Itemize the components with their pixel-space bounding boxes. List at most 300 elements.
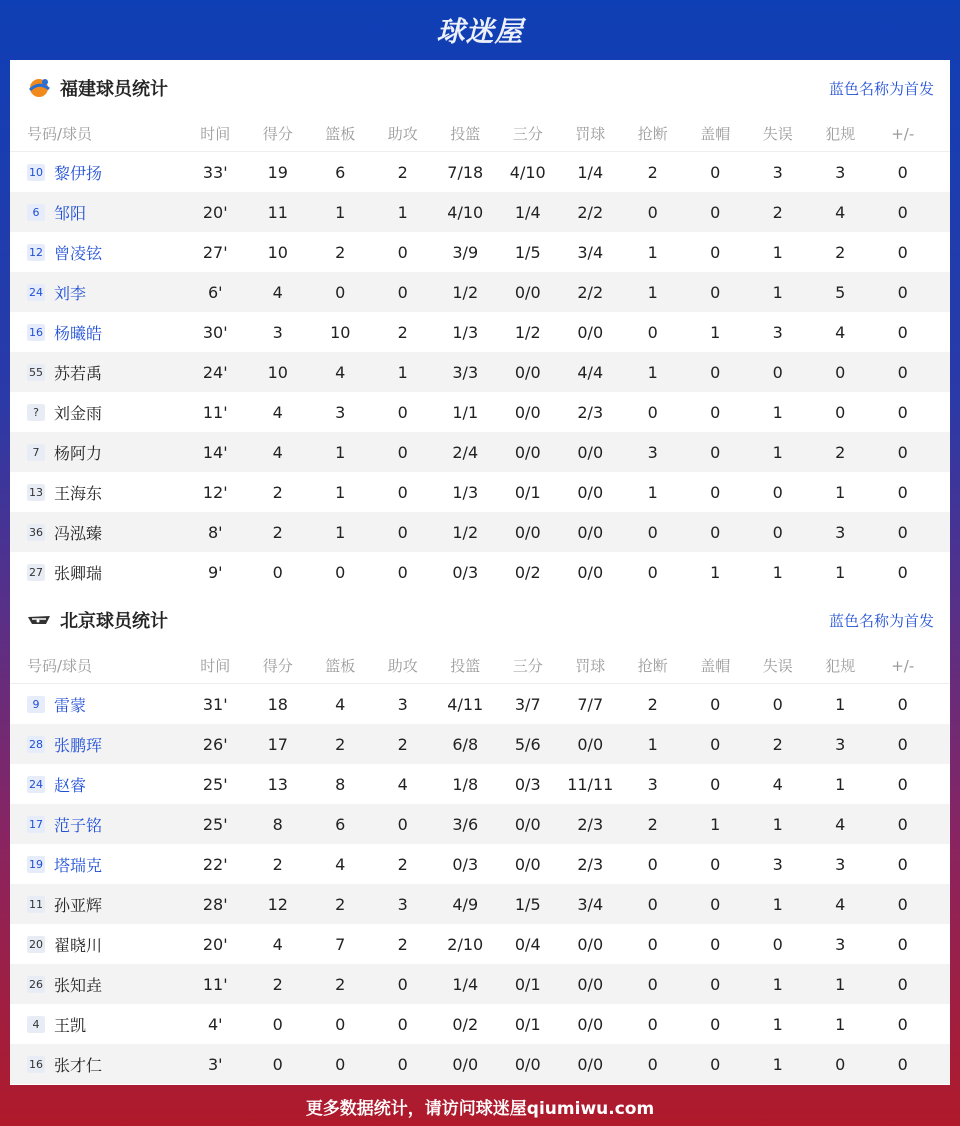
stat-cell: 0 (272, 562, 283, 582)
stat-cell: 22' (202, 854, 228, 874)
stat-cell: 1 (335, 482, 346, 502)
player-name[interactable]: 范子铭 (54, 815, 103, 835)
stat-cell: 1 (710, 814, 721, 834)
stat-cell: 0 (647, 974, 658, 994)
stat-cell: 7/18 (447, 162, 484, 182)
stat-cell: 3 (772, 854, 783, 874)
stat-cell: 0/0 (577, 322, 604, 342)
column-header: 得分 (262, 125, 293, 143)
stat-cell: 3/4 (577, 894, 604, 914)
team-section-fujian (10, 60, 950, 592)
jersey-number-badge: 6 (27, 204, 45, 221)
player-name: 张知垚 (54, 975, 103, 995)
stat-cell: 2 (272, 482, 283, 502)
stat-cell: 11/11 (567, 774, 614, 794)
stat-cell: 0 (897, 202, 908, 222)
stat-cell: 1/4 (514, 202, 541, 222)
stat-cell: 2/3 (577, 814, 604, 834)
player-cell (10, 853, 184, 876)
stat-cell: 2 (335, 242, 346, 262)
column-header: 号码/球员 (27, 657, 93, 675)
stat-cell: 1 (397, 362, 408, 382)
stat-cell: 0 (335, 1014, 346, 1034)
stat-cell: 0 (710, 402, 721, 422)
player-name[interactable]: 雷蒙 (54, 695, 87, 715)
starter-legend-note: 蓝色名称为首发 (828, 611, 934, 630)
stat-cell: 0 (710, 242, 721, 262)
stat-cell: 0 (397, 1014, 408, 1034)
stat-cell: 10 (267, 242, 288, 262)
jersey-number-badge: 4 (27, 1016, 45, 1033)
player-row[interactable] (10, 352, 950, 392)
stat-cell: 0 (647, 1054, 658, 1074)
jersey-number-badge: 26 (29, 977, 43, 991)
player-row[interactable] (10, 552, 950, 592)
stat-cell: 1 (335, 202, 346, 222)
player-name[interactable]: 黎伊扬 (54, 163, 103, 183)
column-header-row (10, 116, 950, 152)
stat-cell: 11' (202, 974, 228, 994)
player-name: 王凯 (54, 1015, 87, 1035)
stat-cell: 6 (335, 814, 346, 834)
stat-cell: 18 (267, 694, 288, 714)
brand-logo: 球迷屋 (436, 15, 524, 48)
stat-cell: 1 (335, 442, 346, 462)
stat-cell: 20' (202, 934, 228, 954)
player-row[interactable] (10, 272, 950, 312)
stat-cell: 0 (710, 522, 721, 542)
player-row[interactable] (10, 964, 950, 1004)
player-cell (10, 321, 184, 344)
jersey-number-badge: 27 (29, 565, 43, 579)
stat-cell: 11 (267, 202, 288, 222)
stat-cell: 9' (207, 562, 223, 582)
player-row[interactable] (10, 804, 950, 844)
stat-cell: 0 (710, 162, 721, 182)
stat-cell: 2 (647, 694, 658, 714)
column-header: 罚球 (575, 125, 606, 143)
stat-cell: 0 (397, 1054, 408, 1074)
stat-cell: 0/0 (577, 974, 604, 994)
column-header: 篮板 (325, 657, 356, 675)
stat-cell: 3 (835, 734, 846, 754)
stat-cell: 25' (202, 814, 228, 834)
column-header: 号码/球员 (27, 125, 93, 143)
stat-cell: 1 (647, 282, 658, 302)
player-name: 翟晓川 (54, 935, 103, 955)
stat-cell: 2 (397, 734, 408, 754)
stat-cell: 0 (647, 322, 658, 342)
stat-cell: 0/0 (577, 934, 604, 954)
stat-cell: 3 (647, 442, 658, 462)
stat-cell: 0 (897, 934, 908, 954)
column-header: 罚球 (575, 657, 606, 675)
player-name[interactable]: 塔瑞克 (54, 855, 103, 875)
stat-cell: 1 (772, 814, 783, 834)
stat-cell: 1 (647, 362, 658, 382)
stat-cell: 5 (835, 282, 846, 302)
stat-cell: 3 (835, 854, 846, 874)
stat-cell: 0 (897, 442, 908, 462)
stat-cell: 2/3 (577, 854, 604, 874)
stat-cell: 1 (710, 322, 721, 342)
stat-cell: 1 (772, 1014, 783, 1034)
stat-cell: 1/2 (452, 282, 479, 302)
stat-cell: 4/9 (452, 894, 479, 914)
stat-cell: 3' (207, 1054, 223, 1074)
stat-cell: 8 (272, 814, 283, 834)
column-header: 投篮 (450, 125, 481, 143)
player-name: 刘金雨 (54, 403, 103, 423)
stat-cell: 30' (202, 322, 228, 342)
player-name: 苏若禹 (54, 363, 103, 383)
player-cell (10, 161, 184, 184)
column-header: 盖帽 (700, 125, 731, 143)
stat-cell: 0 (710, 362, 721, 382)
stat-cell: 6/8 (452, 734, 479, 754)
stat-cell: 6' (207, 282, 223, 302)
stat-cell: 2 (335, 734, 346, 754)
stat-cell: 0 (835, 402, 846, 422)
stat-cell: 0 (710, 694, 721, 714)
stat-cell: 1/5 (514, 894, 541, 914)
stat-cell: 7/7 (577, 694, 604, 714)
stat-cell: 1 (772, 562, 783, 582)
stat-cell: 0 (897, 1014, 908, 1034)
player-row[interactable] (10, 724, 950, 764)
stat-cell: 3 (335, 402, 346, 422)
stat-cell: 0 (897, 482, 908, 502)
column-header: 失误 (762, 125, 793, 143)
stat-cell: 4 (397, 774, 408, 794)
player-row[interactable] (10, 432, 950, 472)
stat-cell: 0 (897, 974, 908, 994)
stat-cell: 12' (202, 482, 228, 502)
stat-cell: 2/10 (447, 934, 484, 954)
stat-cell: 1 (647, 242, 658, 262)
player-name[interactable]: 杨曦皓 (54, 323, 103, 343)
stat-cell: 4 (835, 322, 846, 342)
player-cell (10, 201, 184, 224)
player-row[interactable] (10, 192, 950, 232)
stat-cell: 3/6 (452, 814, 479, 834)
column-header: 犯规 (825, 125, 856, 143)
stat-cell: 4/10 (447, 202, 484, 222)
player-cell (10, 481, 184, 504)
stat-cell: 6 (335, 162, 346, 182)
stat-cell: 3 (835, 522, 846, 542)
stat-cell: 0/0 (514, 282, 541, 302)
jersey-number-badge: 9 (27, 696, 45, 713)
stat-cell: 33' (202, 162, 228, 182)
stat-cell: 0 (772, 482, 783, 502)
stat-cell: 1/5 (514, 242, 541, 262)
stat-cell: 0 (772, 934, 783, 954)
stat-cell: 3 (272, 322, 283, 342)
player-cell (10, 561, 184, 584)
stat-cell: 0 (897, 734, 908, 754)
stat-cell: 2 (835, 242, 846, 262)
stat-cell: 3 (397, 694, 408, 714)
column-header: 助攻 (387, 125, 418, 143)
stat-cell: 0/0 (577, 522, 604, 542)
stat-cell: 0/0 (514, 854, 541, 874)
stat-cell: 0 (897, 854, 908, 874)
player-row[interactable] (10, 764, 950, 804)
player-name: 张卿瑞 (54, 563, 103, 583)
stat-cell: 27' (202, 242, 228, 262)
column-header: +/- (891, 124, 915, 143)
player-name: 杨阿力 (54, 443, 103, 463)
stat-cell: 1 (772, 974, 783, 994)
stat-cell: 1/2 (452, 522, 479, 542)
stat-cell: 1/3 (452, 482, 479, 502)
stat-cell: 2 (272, 974, 283, 994)
stat-cell: 1 (835, 482, 846, 502)
stat-cell: 4 (335, 854, 346, 874)
stat-cell: 3/9 (452, 242, 479, 262)
stat-cell: 2 (397, 162, 408, 182)
column-header: 失误 (762, 657, 793, 675)
player-row[interactable] (10, 512, 950, 552)
stat-cell: 0 (710, 974, 721, 994)
player-name[interactable]: 曾凌铉 (54, 243, 103, 263)
column-header: 盖帽 (700, 657, 731, 675)
player-row[interactable] (10, 884, 950, 924)
stat-cell: 3/3 (452, 362, 479, 382)
team-header (10, 60, 950, 116)
stat-cell: 3 (835, 162, 846, 182)
stat-cell: 0 (397, 562, 408, 582)
stat-cell: 10 (267, 362, 288, 382)
stat-cell: 4/4 (577, 362, 604, 382)
stat-cell: 0/2 (452, 1014, 479, 1034)
footer-link[interactable]: 更多数据统计，请访问球迷屋qiumiwu.com (305, 1098, 655, 1119)
player-name[interactable]: 刘李 (54, 283, 87, 303)
stat-cell: 2 (397, 934, 408, 954)
stat-cell: 1 (710, 562, 721, 582)
stat-cell: 3 (835, 934, 846, 954)
stat-cell: 0/1 (514, 974, 541, 994)
stat-cell: 17 (267, 734, 288, 754)
stat-cell: 0 (710, 1014, 721, 1034)
starter-legend-note: 蓝色名称为首发 (828, 79, 934, 98)
app-header (0, 0, 960, 60)
stat-cell: 0 (710, 1054, 721, 1074)
stat-cell: 0 (397, 282, 408, 302)
column-header: 得分 (262, 657, 293, 675)
stat-cell: 0 (397, 814, 408, 834)
stat-cell: 0/2 (514, 562, 541, 582)
stat-cell: 0 (897, 814, 908, 834)
column-header: 抢断 (637, 657, 668, 675)
player-name[interactable]: 邹阳 (54, 203, 87, 223)
stat-cell: 0/4 (514, 934, 541, 954)
stat-cell: 31' (202, 694, 228, 714)
stat-cell: 4 (772, 774, 783, 794)
stat-cell: 1 (772, 282, 783, 302)
player-cell (10, 813, 184, 836)
player-row[interactable] (10, 312, 950, 352)
stat-cell: 0/3 (452, 854, 479, 874)
stat-cell: 1 (835, 774, 846, 794)
stat-cell: 1 (335, 522, 346, 542)
player-name: 王海东 (54, 483, 103, 503)
stat-cell: 0 (397, 242, 408, 262)
jersey-number-badge: 17 (29, 817, 43, 831)
stat-cell: 2 (835, 442, 846, 462)
jersey-number-badge: 36 (29, 525, 43, 539)
stat-cell: 1/1 (452, 402, 479, 422)
stat-cell: 0 (710, 442, 721, 462)
stat-cell: 8' (207, 522, 223, 542)
jersey-number-badge: 16 (29, 1057, 43, 1071)
stat-cell: 0 (647, 402, 658, 422)
column-header: 时间 (200, 657, 231, 675)
stat-cell: 0 (897, 774, 908, 794)
stat-cell: 10 (330, 322, 351, 342)
player-name: 张才仁 (54, 1055, 103, 1075)
stat-cell: 0 (710, 282, 721, 302)
stat-cell: 0/0 (577, 562, 604, 582)
stat-cell: 1 (772, 1054, 783, 1074)
player-row[interactable] (10, 232, 950, 272)
player-name[interactable]: 赵睿 (54, 775, 87, 795)
stat-cell: 0 (897, 362, 908, 382)
player-row[interactable] (10, 924, 950, 964)
stat-cell: 0 (897, 894, 908, 914)
stat-cell: 3 (647, 774, 658, 794)
stat-cell: 0/0 (577, 1054, 604, 1074)
stat-cell: 0 (710, 934, 721, 954)
team-header (10, 592, 950, 648)
player-cell (10, 893, 184, 916)
stat-cell: 0 (772, 522, 783, 542)
stat-cell: 4/10 (509, 162, 546, 182)
player-row[interactable] (10, 1004, 950, 1044)
stat-cell: 0 (772, 694, 783, 714)
team-title: 北京球员统计 (60, 611, 168, 632)
jersey-number-badge: 7 (27, 444, 45, 461)
player-row[interactable] (10, 1044, 950, 1084)
stat-cell: 28' (202, 894, 228, 914)
player-cell (10, 693, 184, 716)
stat-cell: 1/4 (577, 162, 604, 182)
stat-cell: 2 (397, 322, 408, 342)
stat-cell: 0 (397, 522, 408, 542)
player-name[interactable]: 张鹏珲 (54, 735, 103, 755)
player-cell (10, 733, 184, 756)
stat-cell: 4 (272, 402, 283, 422)
stat-cell: 3 (772, 162, 783, 182)
stat-cell: 0 (835, 1054, 846, 1074)
player-row[interactable] (10, 152, 950, 192)
stat-cell: 0/0 (514, 814, 541, 834)
beijing-team-logo-icon (26, 607, 52, 633)
stat-cell: 4 (835, 814, 846, 834)
player-name: 冯泓臻 (54, 523, 103, 543)
stat-cell: 1 (647, 734, 658, 754)
column-header: 投篮 (450, 657, 481, 675)
stat-cell: 4 (272, 442, 283, 462)
stat-cell: 20' (202, 202, 228, 222)
stat-cell: 2 (647, 814, 658, 834)
stat-cell: 0 (897, 1054, 908, 1074)
stat-cell: 0 (647, 894, 658, 914)
player-row[interactable] (10, 684, 950, 724)
stat-cell: 0 (897, 282, 908, 302)
player-cell (10, 361, 184, 384)
stat-cell: 1 (772, 894, 783, 914)
stat-cell: 0 (647, 562, 658, 582)
jersey-number-badge: 16 (29, 325, 43, 339)
column-header: 助攻 (387, 657, 418, 675)
stat-cell: 0/0 (577, 482, 604, 502)
stat-cell: 0/0 (577, 442, 604, 462)
player-cell (10, 281, 184, 304)
stat-cell: 0/0 (514, 362, 541, 382)
stat-cell: 0 (647, 934, 658, 954)
player-cell (10, 1053, 184, 1076)
stat-cell: 0/0 (514, 1054, 541, 1074)
stat-cell: 12 (267, 894, 288, 914)
column-header: 时间 (200, 125, 231, 143)
stat-cell: 4/11 (447, 694, 484, 714)
stat-cell: 0 (897, 522, 908, 542)
player-row[interactable] (10, 844, 950, 884)
stat-cell: 2 (272, 854, 283, 874)
stat-cell: 1/2 (514, 322, 541, 342)
jersey-number-badge: 55 (29, 365, 43, 379)
column-header: 抢断 (637, 125, 668, 143)
stat-cell: 0 (835, 362, 846, 382)
stat-cell: 0 (647, 522, 658, 542)
player-cell (10, 773, 184, 796)
stat-cell: 1/4 (452, 974, 479, 994)
column-header: 篮板 (325, 125, 356, 143)
stat-cell: 4 (835, 894, 846, 914)
jersey-number-badge: 24 (29, 777, 43, 791)
stat-cell: 8 (335, 774, 346, 794)
player-row[interactable] (10, 472, 950, 512)
stat-cell: 0 (710, 894, 721, 914)
player-cell (10, 933, 184, 956)
stat-cell: 2/4 (452, 442, 479, 462)
stat-cell: 1 (772, 402, 783, 422)
stat-cell: 0 (897, 562, 908, 582)
stat-cell: 0 (272, 1014, 283, 1034)
stat-cell: 0 (397, 442, 408, 462)
team-title: 福建球员统计 (60, 79, 168, 100)
stat-cell: 0/0 (514, 402, 541, 422)
stat-cell: 0/0 (577, 734, 604, 754)
stat-cell: 1 (835, 562, 846, 582)
stat-cell: 1 (647, 482, 658, 502)
stat-cell: 13 (267, 774, 288, 794)
player-row[interactable] (10, 392, 950, 432)
stat-cell: 0 (647, 202, 658, 222)
stat-cell: 2 (647, 162, 658, 182)
jersey-number-badge: 19 (29, 857, 43, 871)
stat-cell: 0 (335, 282, 346, 302)
stat-cell: 0 (397, 482, 408, 502)
stat-cell: 19 (267, 162, 288, 182)
player-cell (10, 973, 184, 996)
stat-cell: 3/7 (514, 694, 541, 714)
jersey-number-badge: 10 (29, 165, 43, 179)
stat-cell: 0 (272, 1054, 283, 1074)
stat-cell: 26' (202, 734, 228, 754)
